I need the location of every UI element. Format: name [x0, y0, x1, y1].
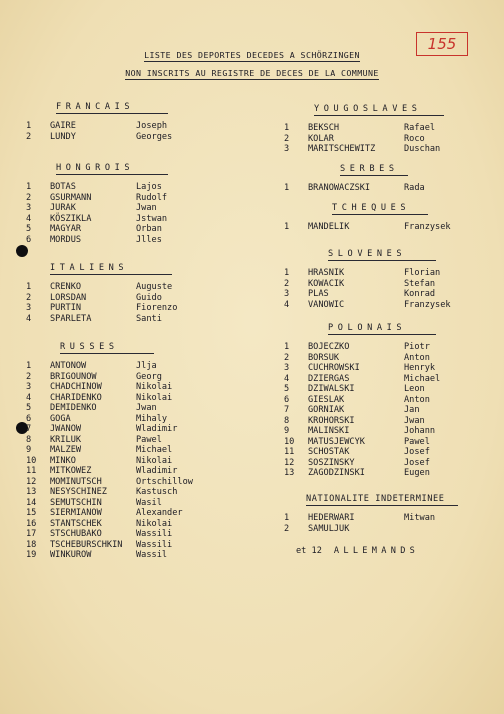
given-name: Alexander — [136, 508, 183, 518]
given-name: Jwan — [404, 415, 425, 426]
list-item — [26, 214, 168, 225]
given-name: Leon — [404, 384, 425, 394]
given-name: Rafael — [404, 123, 436, 133]
list-item — [26, 193, 168, 204]
list-item — [26, 550, 168, 561]
list-item — [284, 426, 436, 437]
entry-number: 16 — [26, 518, 37, 529]
surname: MANDELIK — [308, 222, 350, 232]
given-name: Wladimir — [136, 466, 178, 476]
given-name: Rudolf — [136, 192, 168, 203]
entry-number: 2 — [26, 371, 32, 382]
entry-number: 3 — [26, 382, 32, 392]
given-name: Nikolai — [136, 382, 173, 392]
entry-number: 1 — [284, 183, 290, 193]
list-item — [284, 513, 458, 524]
entry-number: 1 — [284, 342, 290, 352]
given-name: Georges — [136, 131, 173, 142]
surname: KROHORSKI — [308, 415, 355, 426]
given-name: Joseph — [136, 121, 168, 131]
entry-number: 13 — [284, 468, 295, 478]
surname: MOMINUTSCH — [50, 476, 102, 487]
list-item — [26, 466, 178, 477]
punch-hole — [16, 245, 28, 257]
list-item — [284, 299, 451, 311]
surname: GSURMANN — [50, 192, 92, 203]
list-item — [26, 382, 173, 393]
entry-number: 1 — [284, 123, 290, 133]
entry-number: 5 — [26, 224, 32, 234]
entry-number: 1 — [284, 268, 290, 278]
entry-number: 2 — [284, 352, 290, 363]
entry-number: 6 — [284, 394, 290, 405]
list-item — [284, 437, 436, 448]
given-name: Josef — [404, 447, 430, 457]
list-item — [26, 413, 168, 425]
surname: MITKOWEZ — [50, 466, 92, 476]
list-item — [26, 182, 168, 193]
document-subtitle: NON INSCRITS AU REGISTRE DE DECES DE LA COMMUNE — [125, 68, 379, 78]
surname: KOWACIK — [308, 278, 345, 289]
list-item — [26, 455, 173, 467]
list-item — [26, 487, 178, 498]
list-item — [26, 424, 178, 435]
entry-number: 15 — [26, 508, 37, 518]
given-name: Roco — [404, 133, 425, 144]
entry-number: 8 — [26, 434, 32, 445]
surname: MATUSJEWCYK — [308, 436, 365, 447]
entry-number: 19 — [26, 550, 37, 560]
list-item — [284, 363, 436, 374]
section-italiens — [26, 263, 178, 324]
surname: ANTONOW — [50, 361, 87, 371]
given-name: Mihaly — [136, 413, 168, 424]
surname: BEKSCH — [308, 123, 340, 133]
surname: VANOWIC — [308, 299, 345, 310]
entry-number: 1 — [26, 182, 32, 192]
given-name: Florian — [404, 268, 441, 278]
entry-number: 3 — [26, 303, 32, 313]
section-heading: SERBES — [340, 164, 408, 176]
given-name: Wassil — [136, 550, 168, 560]
entry-number: 10 — [26, 455, 37, 466]
given-name: Wassili — [136, 539, 173, 550]
surname: SIERMIANOW — [50, 508, 102, 518]
section-heading: HONGROIS — [56, 163, 168, 175]
list-item — [284, 447, 436, 458]
surname: KOLAR — [308, 133, 334, 144]
surname: GIESLAK — [308, 394, 345, 405]
surname: BORSUK — [308, 352, 340, 363]
list-item — [284, 524, 458, 535]
list-item — [26, 293, 172, 304]
entry-number: 5 — [284, 384, 290, 394]
section-heading: YOUGOSLAVES — [314, 104, 444, 116]
surname: LORSDAN — [50, 292, 87, 303]
list-item — [26, 392, 173, 404]
list-item — [284, 144, 444, 155]
surname: TSCHEBURSCHKIN — [50, 539, 123, 550]
list-item — [26, 403, 157, 414]
surname: MINKO — [50, 455, 76, 466]
entry-number: 9 — [284, 426, 290, 436]
section-heading: FRANCAIS — [56, 102, 168, 114]
document-title: LISTE DES DEPORTES DECEDES A SCHÖRZINGEN — [144, 50, 360, 60]
given-name: Jan — [404, 405, 420, 415]
list-item — [284, 123, 444, 134]
entry-number: 2 — [26, 131, 32, 142]
surname: CUCHROWSKI — [308, 363, 360, 373]
surname: BRIGOUNOW — [50, 371, 97, 382]
surname: MORDUS — [50, 234, 82, 245]
entry-number: 18 — [26, 539, 37, 550]
given-name: Nikolai — [136, 518, 173, 529]
section-yougoslaves — [284, 104, 444, 155]
list-item — [26, 131, 173, 143]
given-name: Wasil — [136, 497, 162, 508]
entry-number: 2 — [284, 278, 290, 289]
entry-number: 10 — [284, 436, 295, 447]
list-item — [284, 134, 444, 145]
list-item — [284, 353, 436, 364]
section-russes — [26, 342, 193, 561]
list-item — [26, 434, 162, 446]
surname: STANTSCHEK — [50, 518, 102, 529]
folio-number: 155 — [416, 32, 468, 56]
section-heading: TCHEQUES — [332, 203, 428, 215]
surname: DZIERGAS — [308, 373, 350, 384]
list-item — [284, 405, 436, 416]
allemands-word: ALLEMANDS — [333, 546, 420, 556]
entry-number: 2 — [284, 133, 290, 144]
list-item — [26, 224, 168, 235]
list-item — [26, 539, 173, 551]
section-heading: SLOVENES — [328, 249, 436, 261]
surname: GOGA — [50, 413, 71, 424]
list-item — [26, 529, 173, 540]
list-item — [26, 314, 172, 325]
list-item — [26, 445, 173, 456]
given-name: Jwan — [136, 203, 157, 213]
list-item — [284, 183, 425, 194]
list-item — [26, 497, 162, 509]
list-item — [26, 518, 173, 530]
entry-number: 11 — [26, 466, 37, 476]
section-francais — [26, 102, 173, 142]
list-item — [284, 384, 436, 395]
given-name: Michael — [136, 445, 173, 455]
list-item — [284, 342, 436, 353]
given-name: Duschan — [404, 144, 441, 154]
list-item — [284, 416, 436, 427]
entry-number: 17 — [26, 529, 37, 539]
surname: ZAGODZINSKI — [308, 468, 365, 478]
surname: MARITSCHEWITZ — [308, 144, 376, 154]
surname: SOSZINSKY — [308, 457, 355, 468]
entry-number: 4 — [284, 299, 290, 310]
section-slovenes — [284, 249, 451, 310]
section-heading: NATIONALITE INDETERMINEE — [306, 494, 458, 506]
section-nationalite-indeterminee — [284, 494, 458, 534]
entry-number: 9 — [26, 445, 32, 455]
surname: SPARLETA — [50, 313, 92, 324]
given-name: Pawel — [136, 434, 162, 445]
entry-number: 13 — [26, 487, 37, 497]
surname: MALZEW — [50, 445, 82, 455]
section-heading: RUSSES — [60, 342, 154, 354]
entry-number: 7 — [26, 424, 32, 434]
given-name: Anton — [404, 352, 430, 363]
given-name: Mitwan — [404, 513, 436, 523]
list-item — [284, 458, 436, 469]
given-name: Jwan — [136, 403, 157, 413]
given-name: Josef — [404, 457, 430, 468]
given-name: Wladimir — [136, 424, 178, 434]
surname: SAMULJUK — [308, 523, 350, 534]
given-name: Fiorenzo — [136, 303, 178, 313]
surname: JWANOW — [50, 424, 82, 434]
given-name: Guido — [136, 292, 162, 303]
surname: KÖSZIKLA — [50, 213, 92, 224]
given-name: Michael — [404, 373, 441, 384]
entry-number: 4 — [26, 392, 32, 403]
given-name: Nikolai — [136, 455, 173, 466]
entry-number: 3 — [284, 144, 290, 154]
entry-number: 2 — [26, 192, 32, 203]
list-item — [284, 373, 441, 385]
given-name: Franzysek — [404, 299, 451, 310]
surname: HEDERWARI — [308, 513, 355, 523]
surname: GAIRE — [50, 121, 76, 131]
given-name: Jstwan — [136, 213, 168, 224]
surname: JURAK — [50, 203, 76, 213]
list-item — [26, 361, 157, 372]
surname: SCHOSTAK — [308, 447, 350, 457]
entry-number: 12 — [284, 457, 295, 468]
list-item — [26, 282, 172, 293]
list-item — [26, 235, 168, 246]
given-name: Johann — [404, 426, 436, 436]
allemands-note — [296, 546, 419, 556]
given-name: Georg — [136, 371, 162, 382]
given-name: Ortschillow — [136, 476, 193, 487]
given-name: Stefan — [404, 278, 436, 289]
surname: PLAS — [308, 289, 329, 299]
surname: KRILUK — [50, 434, 82, 445]
list-item — [26, 508, 183, 519]
list-item — [284, 395, 436, 406]
entry-number: 1 — [284, 513, 290, 523]
given-name: Franzysek — [404, 222, 451, 232]
given-name: Nikolai — [136, 392, 173, 403]
list-item — [26, 303, 178, 314]
surname: BOJECZKO — [308, 342, 350, 352]
surname: CHARIDENKO — [50, 392, 102, 403]
list-item — [26, 203, 168, 214]
given-name: Auguste — [136, 282, 173, 292]
surname: LUNDY — [50, 131, 76, 142]
entry-number: 5 — [26, 403, 32, 413]
surname: MALINSKI — [308, 426, 350, 436]
surname: GORNIAK — [308, 405, 345, 415]
allemands-prefix: et 12 — [296, 546, 322, 556]
entry-number: 4 — [26, 213, 32, 224]
entry-number: 1 — [284, 222, 290, 232]
surname: SEMUTSCHIN — [50, 497, 102, 508]
given-name: Piotr — [404, 342, 430, 352]
entry-number: 4 — [26, 313, 32, 324]
surname: BOTAS — [50, 182, 76, 192]
surname: STSCHUBAKO — [50, 529, 102, 539]
surname: CHADCHINOW — [50, 382, 102, 392]
entry-number: 4 — [284, 373, 290, 384]
surname: DZIWALSKI — [308, 384, 355, 394]
entry-number: 3 — [284, 363, 290, 373]
entry-number: 2 — [26, 292, 32, 303]
entry-number: 12 — [26, 476, 37, 487]
entry-number: 6 — [26, 413, 32, 424]
entry-number: 8 — [284, 415, 290, 426]
list-item — [284, 268, 441, 279]
surname: WINKUROW — [50, 550, 92, 560]
section-heading: POLONAIS — [328, 323, 436, 335]
given-name: Anton — [404, 394, 430, 405]
given-name: Eugen — [404, 468, 430, 478]
given-name: Henryk — [404, 363, 436, 373]
given-name: Wassili — [136, 529, 173, 539]
section-heading: ITALIENS — [50, 263, 172, 275]
entry-number: 6 — [26, 234, 32, 245]
entry-number: 14 — [26, 497, 37, 508]
entry-number: 11 — [284, 447, 295, 457]
section-serbes — [284, 164, 425, 194]
entry-number: 1 — [26, 121, 32, 131]
list-item — [284, 468, 436, 479]
given-name: Kastusch — [136, 487, 178, 497]
section-tcheques — [284, 203, 451, 233]
list-item — [26, 371, 162, 383]
list-item — [284, 279, 436, 290]
given-name: Rada — [404, 183, 425, 193]
section-hongrois — [26, 163, 168, 245]
surname: BRANOWACZSKI — [308, 183, 371, 193]
given-name: Lajos — [136, 182, 162, 192]
surname: HRASNIK — [308, 268, 345, 278]
list-item — [26, 121, 168, 132]
entry-number: 1 — [26, 282, 32, 292]
entry-number: 7 — [284, 405, 290, 415]
entry-number: 2 — [284, 523, 290, 534]
entry-number: 1 — [26, 361, 32, 371]
surname: NESYSCHINEZ — [50, 487, 107, 497]
given-name: Pawel — [404, 436, 430, 447]
entry-number: 3 — [26, 203, 32, 213]
section-polonais — [284, 323, 441, 479]
surname: MAGYAR — [50, 224, 82, 234]
given-name: Orban — [136, 224, 162, 234]
given-name: Jlja — [136, 361, 157, 371]
surname: DEMIDENKO — [50, 403, 97, 413]
given-name: Konrad — [404, 289, 436, 299]
surname: CRENKO — [50, 282, 82, 292]
given-name: Santi — [136, 313, 162, 324]
list-item — [26, 476, 193, 488]
entry-number: 3 — [284, 289, 290, 299]
given-name: Jlles — [136, 234, 162, 245]
list-item — [284, 222, 451, 233]
list-item — [284, 289, 436, 300]
surname: PURTIN — [50, 303, 82, 313]
